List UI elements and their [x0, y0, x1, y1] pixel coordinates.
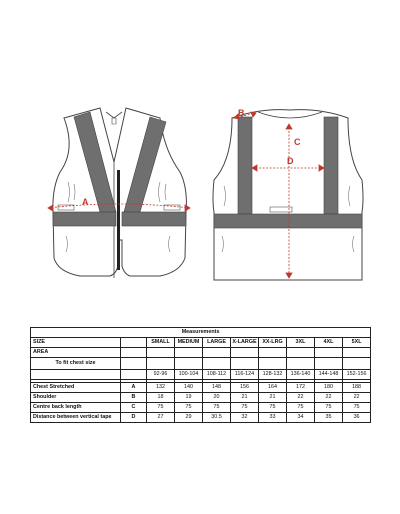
back-left-vertical-tape — [238, 117, 252, 214]
value-cell: 33 — [259, 413, 287, 423]
size-medium: MEDIUM — [175, 338, 203, 348]
front-right-band-tape — [122, 212, 186, 226]
value-cell: 148 — [203, 383, 231, 393]
value-cell: 20 — [203, 393, 231, 403]
value-cell: 75 — [287, 403, 315, 413]
row-code: D — [121, 413, 147, 423]
value-cell: 75 — [231, 403, 259, 413]
value-cell: 36 — [343, 413, 371, 423]
value-cell: 22 — [315, 393, 343, 403]
fit-chest-label: To fit chest size — [31, 358, 121, 370]
value-cell: 34 — [287, 413, 315, 423]
label-c: C — [294, 137, 301, 147]
label-a: A — [82, 197, 89, 207]
row-code: B — [121, 393, 147, 403]
size-small: SMALL — [147, 338, 175, 348]
value-cell: 75 — [259, 403, 287, 413]
value-cell: 18 — [147, 393, 175, 403]
front-left-band-tape — [53, 212, 116, 226]
row-label: Centre back length — [31, 403, 121, 413]
chest-size-cell: 136-140 — [287, 370, 315, 380]
value-cell: 19 — [175, 393, 203, 403]
table-row — [31, 413, 371, 423]
label-b: B — [238, 108, 245, 118]
table-title: Measurements — [31, 328, 371, 338]
row-code: A — [121, 383, 147, 393]
value-cell: 75 — [203, 403, 231, 413]
size-header: SIZE — [31, 338, 121, 348]
row-code: C — [121, 403, 147, 413]
back-right-vertical-tape — [324, 117, 338, 214]
value-cell: 21 — [231, 393, 259, 403]
row-label: Distance between vertical tape — [31, 413, 121, 423]
chest-size-cell: 152-156 — [343, 370, 371, 380]
size-xx-large: XX-LRG — [259, 338, 287, 348]
value-cell: 188 — [343, 383, 371, 393]
value-cell: 75 — [315, 403, 343, 413]
front-badge-left — [58, 205, 74, 210]
value-cell: 132 — [147, 383, 175, 393]
size-3xl: 3XL — [287, 338, 315, 348]
value-cell: 35 — [315, 413, 343, 423]
chest-size-cell: 100-104 — [175, 370, 203, 380]
label-d: D — [287, 156, 294, 166]
value-cell: 75 — [147, 403, 175, 413]
front-right-brace-tape — [124, 117, 166, 212]
value-cell: 22 — [343, 393, 371, 403]
value-cell: 27 — [147, 413, 175, 423]
size-4xl: 4XL — [315, 338, 343, 348]
row-label: Chest Stretched — [31, 383, 121, 393]
chest-size-cell: 116-124 — [231, 370, 259, 380]
size-large: LARGE — [203, 338, 231, 348]
chest-size-cell: 92-96 — [147, 370, 175, 380]
value-cell: 29 — [175, 413, 203, 423]
back-vest-diagram — [213, 110, 363, 280]
value-cell: 32 — [231, 413, 259, 423]
value-cell: 30.5 — [203, 413, 231, 423]
chest-size-cell: 108-112 — [203, 370, 231, 380]
value-cell: 22 — [287, 393, 315, 403]
size-x-large: X-LARGE — [231, 338, 259, 348]
table-row — [31, 383, 371, 393]
value-cell: 75 — [175, 403, 203, 413]
value-cell: 172 — [287, 383, 315, 393]
chest-size-cell: 144-148 — [315, 370, 343, 380]
back-vest-outline — [213, 110, 363, 280]
front-zipper — [117, 170, 120, 270]
size-5xl: 5XL — [343, 338, 371, 348]
row-label: Shoulder — [31, 393, 121, 403]
measurements-table — [30, 327, 371, 423]
front-left-brace-tape — [74, 112, 116, 212]
value-cell: 180 — [315, 383, 343, 393]
table-row — [31, 403, 371, 413]
table-row — [31, 393, 371, 403]
value-cell: 21 — [259, 393, 287, 403]
back-horizontal-tape — [214, 214, 362, 228]
front-badge-right — [164, 205, 180, 210]
value-cell: 164 — [259, 383, 287, 393]
chest-size-cell: 128-132 — [259, 370, 287, 380]
value-cell: 75 — [343, 403, 371, 413]
value-cell: 156 — [231, 383, 259, 393]
back-length-measure-line-c — [286, 124, 292, 278]
area-header: AREA — [31, 348, 121, 358]
value-cell: 140 — [175, 383, 203, 393]
